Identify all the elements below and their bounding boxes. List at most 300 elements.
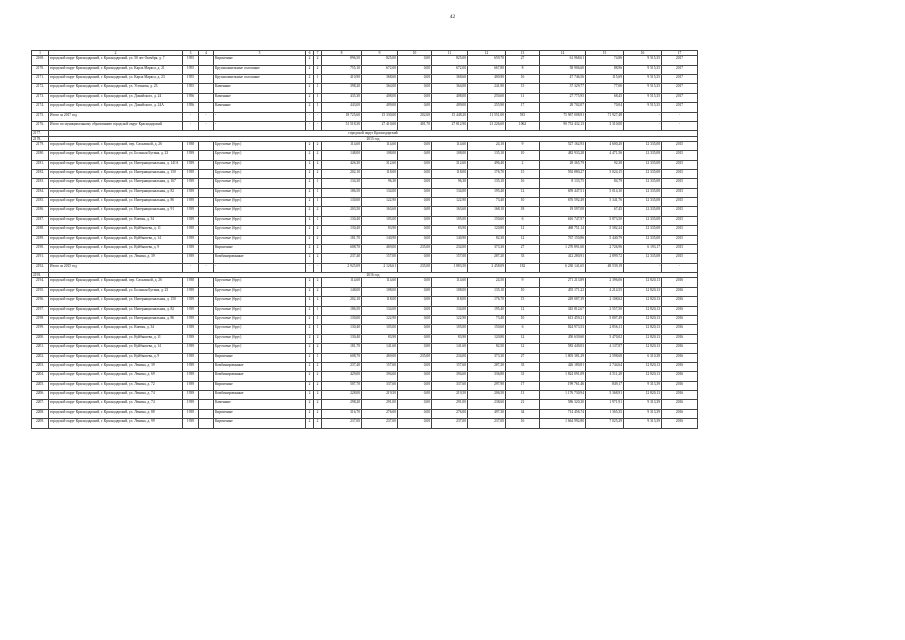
cell-col-1: 2172. [32,84,49,93]
cell-col-10: 0,00 [398,216,432,225]
cell-col-13: 12 [506,226,540,235]
cell-col-14: 412 280,91 [540,254,586,263]
column-number: 2 [49,51,183,56]
cell-col-13: 27 [506,353,540,362]
cell-col-17: 2015 [662,254,698,263]
table-row [32,141,698,150]
cell-col-15: 4 511,20 [586,372,624,381]
cell-col-13: 12 [506,334,540,343]
cell-col-13: 10 [506,287,540,296]
cell-col-8: 237,00 [322,419,362,428]
cell-col-13: 10 [506,151,540,160]
cell-col-4 [199,103,214,112]
cell-col-15: 849,17 [586,381,624,390]
table-row [32,84,698,93]
column-number: 1 [32,51,49,56]
cell-col-14: 613 459,21 [540,315,586,324]
cell-col-5: Брусчатые (брус) [214,325,306,334]
cell-col-5: Комбинированные [214,254,306,263]
cell-col-8: 134,30 [322,179,362,188]
cell-col-10: 0,00 [398,93,432,102]
cell-col-1: 2206. [32,391,49,400]
cell-col-8: 316,70 [322,409,362,418]
cell-col-3: 1939 [183,188,199,197]
cell-col-4 [199,409,214,418]
cell-col-4 [199,287,214,296]
page-number: 42 [449,14,456,20]
cell-col-9: 114,60 [362,141,398,150]
cell-col-7: 1 [314,93,322,102]
cell-col-7: 2 [314,391,322,400]
cell-col-2: городской округ Краснодарский, г. Краснодарский, ул. Интернациональная, д. 86 [49,198,183,207]
cell-col-13: 18 [506,207,540,216]
cell-col-6: 2 [306,198,314,207]
cell-col-1: 2205. [32,381,49,390]
cell-col-12: 135,10 [468,179,506,188]
cell-col-3: 1956 [183,93,199,102]
cell-col-2: городской округ Краснодарский, г. Краснодарский, ул. Киевая, д. 34 [49,216,183,225]
cell-col-12: 373,30 [468,353,506,362]
cell-col-12: 24,10 [468,141,506,150]
cell-col-15: 2 557,50 [586,306,624,315]
cell-col-15: 2 856,11 [586,325,624,334]
cell-col-13: 15 [506,169,540,178]
cell-col-15: 67,45 [586,207,624,216]
cell-col-7: 2 [314,169,322,178]
cell-col-1: 2208. [32,409,49,418]
cell-col-10: 0,00 [398,179,432,188]
cell-col-9: 219,50 [362,391,398,400]
cell-col-5: Каменные [214,93,306,102]
cell-col-12: 336,80 [468,372,506,381]
cell-col-9: 122,90 [362,315,398,324]
cell-col-12: 2 458,09 [468,263,506,272]
cell-col-3: 1939 [183,254,199,263]
cell-col-10: 235,00 [398,353,432,362]
cell-col-12: 73,40 [468,315,506,324]
cell-col-7: 1 [314,198,322,207]
cell-col-13: 16 [506,419,540,428]
cell-col-17: 2016 [662,306,698,315]
cell-col-15: 4 600,20 [586,141,624,150]
cell-col-11: 15 448,20 [432,112,468,121]
cell-col-7: 2 [314,245,322,254]
cell-col-16: 9 515,35 [624,74,662,83]
cell-col-17: 2015 [662,179,698,188]
cell-col-2: Итого по муниципальному образованию городской округ Краснодарский [49,121,183,130]
cell-col-11: 234,00 [432,353,468,362]
cell-col-16: 12 335,08 [624,179,662,188]
cell-col-13: 15 [506,297,540,306]
cell-col-11: 141,60 [432,344,468,353]
cell-col-16: 12 335,08 [624,207,662,216]
cell-col-5: Брусчатые (брус) [214,297,306,306]
cell-col-7: 2 [314,400,322,409]
table-row [32,93,698,102]
cell-col-4 [199,362,214,371]
cell-col-3: 1939 [183,179,199,188]
cell-col-6: 2 [306,400,314,409]
cell-col-16: 6 193,17 [624,245,662,254]
cell-col-1: 2190. [32,245,49,254]
cell-col-15: 92,30 [586,160,624,169]
cell-col-7: 2 [314,56,322,65]
cell-col-5: Кирпичные [214,353,306,362]
cell-col-13: 12 [506,344,540,353]
cell-col-10: 0,00 [398,169,432,178]
cell-col-12: 176,70 [468,297,506,306]
cell-col-6: 2 [306,245,314,254]
cell-col-3: 1939 [183,226,199,235]
cell-col-5: Брусчатые (брус) [214,188,306,197]
cell-col-1: 2184. [32,188,49,197]
cell-col-13: 11 [506,93,540,102]
cell-col-16: 12 820,13 [624,306,662,315]
column-number: 6 [306,51,314,56]
cell-col-2: городской округ Краснодарский, г. Краснодарский, ул. Ленина, д. 39 [49,254,183,263]
cell-col-7: 2 [314,287,322,296]
cell-col-5: Брусчатые (брус) [214,287,306,296]
cell-col-8: 237,40 [322,362,362,371]
cell-col-2: городской округ Краснодарский, г. Краснодарский, ул. Карла Маркса, д. 23 [49,74,183,83]
cell-col-13: 2 [506,160,540,169]
cell-col-2: городской округ Краснодарский, г. Краснодарский, ул. Докийского, д. 24А [49,103,183,112]
cell-col-16: 12 335,08 [624,169,662,178]
cell-col-15: 48 539,19 [586,263,624,272]
cell-col-15: 5 873,50 [586,216,624,225]
cell-col-11: 96,30 [432,179,468,188]
cell-col-3: 1939 [183,334,199,343]
cell-col-12: 237,00 [468,419,506,428]
cell-col-9: 157,60 [362,362,398,371]
cell-col-13: 15 [506,84,540,93]
cell-col-1: 2171. [32,74,49,83]
cell-col-11: 276,00 [432,409,468,418]
cell-col-4 [199,207,214,216]
cell-col-8: 2 925,09 [322,263,362,272]
cell-col-9: 291,00 [362,400,398,409]
cell-col-5: Каменные [214,400,306,409]
cell-col-7: 1 [314,306,322,315]
cell-col-9: 118,00 [362,169,398,178]
table-row [32,160,698,169]
cell-col-15: 2 396,06 [586,278,624,287]
cell-col-7: 2 [314,381,322,390]
cell-col-6: 2 [306,297,314,306]
cell-col-6: 2 [306,141,314,150]
cell-col-6: 2 [306,381,314,390]
cell-col-9: 27 410,60 [362,121,398,130]
cell-col-16: 12 335,08 [624,226,662,235]
cell-col-6: 2 [306,278,314,287]
table-row [32,409,698,418]
cell-col-11: 157,00 [432,254,468,263]
cell-col-7: 1 [314,353,322,362]
table-row [32,419,698,428]
cell-col-15: 5 024,15 [586,169,624,178]
cell-col-15: 88,96 [586,65,624,74]
cell-col-13: 33 [506,362,540,371]
cell-col-15: 1 971,91 [586,400,624,409]
cell-col-10: 0,00 [398,419,432,428]
cell-col-9: 108,00 [362,151,398,160]
cell-col-7: 2 [314,151,322,160]
cell-col-9: 469,00 [362,353,398,362]
cell-col-5: Брусчатые (брус) [214,160,306,169]
cell-col-14: 249 087,39 [540,297,586,306]
cell-col-16: 9 313,39 [624,381,662,390]
cell-col-6: 2 [306,254,314,263]
table-row [32,254,698,263]
cell-col-15: 2 899,72 [586,254,624,263]
cell-col-1: 2187. [32,216,49,225]
cell-col-6: 2 [306,235,314,244]
cell-col-1: 2179. [32,141,49,150]
cell-col-5: Каменные [214,84,306,93]
cell-col-8: 507,70 [322,381,362,390]
cell-col-5: - [214,263,306,272]
cell-col-14: 75 967 008,91 [540,112,586,121]
cell-col-13: 34 [506,409,540,418]
cell-col-17: 2015 [662,216,698,225]
cell-col-10: 0,00 [398,141,432,150]
cell-col-16: 12 335,08 [624,151,662,160]
cell-col-16: 12 335,08 [624,160,662,169]
cell-col-14: 27 775,95 [540,93,586,102]
cell-col-9: 105,00 [362,325,398,334]
cell-col-17: 2016 [662,353,698,362]
cell-col-17: 2016 [662,362,698,371]
cell-col-11: 234,00 [432,245,468,254]
cell-col-17: 2015 [662,198,698,207]
cell-col-2: городской округ Краснодарский, г. Краснодарский, ул. Куйбышева, д. 14 [49,235,183,244]
cell-col-11: 291,00 [432,400,468,409]
cell-col-3: - [183,263,199,272]
cell-col-3: 1939 [183,306,199,315]
cell-col-5: Брусчатые (брус) [214,235,306,244]
cell-col-12: 667,80 [468,65,506,74]
cell-col-8: 114,60 [322,141,362,150]
cell-col-11: 312,60 [432,160,468,169]
cell-col-7: 2 [314,362,322,371]
cell-col-11: 157,60 [432,362,468,371]
cell-col-14: 824 973,53 [540,325,586,334]
cell-col-9: 105,00 [362,216,398,225]
cell-col-14: 8 133,75 [540,179,586,188]
cell-col-16: - [624,263,662,272]
column-number: 9 [362,51,398,56]
cell-col-14: 271 213,89 [540,278,586,287]
cell-col-4 [199,151,214,160]
cell-col-3: 1939 [183,362,199,371]
cell-col-2: Итого за 2015 год [49,263,183,272]
cell-col-14: 6 230 141,65 [540,263,586,272]
cell-col-5: Брусчатые (брус) [214,306,306,315]
cell-col-2: городской округ Краснодарский, г. Краснодарский, ул. Ленина, д. 74 [49,391,183,400]
cell-col-5: Брусчатые (брус) [214,226,306,235]
cell-col-5: Брусчатые (брус) [214,151,306,160]
cell-col-6: 2 [306,391,314,400]
cell-col-8: 410,90 [322,74,362,83]
cell-col-2: городской округ Краснодарский, г. Краснодарский, ул. Куйбышева, д. 9 [49,353,183,362]
cell-col-9: 825,00 [362,56,398,65]
cell-col-16: - [624,112,662,121]
cell-col-4 [199,216,214,225]
cell-col-4 [199,245,214,254]
cell-col-7: 2 [314,160,322,169]
cell-col-16: 9 313,39 [624,419,662,428]
cell-col-17: - [662,112,698,121]
cell-col-15: 5 470,02 [586,334,624,343]
table-row [32,245,698,254]
cell-col-15: 70,04 [586,103,624,112]
cell-col-7: 1 [314,179,322,188]
cell-col-6: 2 [306,334,314,343]
cell-col-1: 2201. [32,344,49,353]
column-number: 14 [540,51,586,56]
cell-col-14: 1 803 381,29 [540,353,586,362]
cell-col-17: 2015 [662,141,698,150]
cell-col-14: 583 449,03 [540,344,586,353]
cell-col-15: 5 341,76 [586,198,624,207]
cell-col-7: - [314,263,322,272]
cell-col-11: 364,00 [432,84,468,93]
table-row [32,400,698,409]
cell-col-16: 12 820,13 [624,278,662,287]
cell-col-14: 659 447,51 [540,188,586,197]
cell-col-8: 186,50 [322,188,362,197]
cell-col-17: 2016 [662,391,698,400]
cell-col-14: 676 592,49 [540,198,586,207]
cell-col-15: 5 007,49 [586,315,624,324]
cell-col-12: 120,80 [468,226,506,235]
cell-col-3: 1939 [183,372,199,381]
cell-col-1: 2203. [32,362,49,371]
table-row [32,216,698,225]
cell-col-10: 0,00 [398,151,432,160]
cell-col-3: 1939 [183,344,199,353]
cell-col-17: 2016 [662,409,698,418]
cell-col-15: 4 137,87 [586,344,624,353]
cell-col-2: городской округ Краснодарский, г. Краснодарский, ул. Интернациональная, д. 167 [49,179,183,188]
cell-col-7: - [314,112,322,121]
cell-col-11: 83,90 [432,334,468,343]
cell-col-4 [199,372,214,381]
column-number: 17 [662,51,698,56]
cell-col-2: городской округ Краснодарский, г. Краснодарский, ул. Большая Бутина, д. 23 [49,287,183,296]
cell-col-1: 2185. [32,198,49,207]
cell-col-15: 2 598,68 [586,353,624,362]
cell-col-10: 0,00 [398,254,432,263]
cell-col-14: 1 176 730,94 [540,391,586,400]
cell-col-7: 2 [314,226,322,235]
cell-col-12: 373,30 [468,245,506,254]
cell-col-15: 3 310,00 [586,121,624,130]
cell-col-13: 16 [506,179,540,188]
table-row [32,56,698,65]
cell-col-4 [199,188,214,197]
table-row [32,103,698,112]
cell-col-13: 27 [506,245,540,254]
cell-col-14: 61 968,61 [540,56,586,65]
cell-col-15: 5 014,10 [586,188,624,197]
cell-col-1: 2207. [32,400,49,409]
cell-col-5: Брусчатые (брус) [214,179,306,188]
cell-col-16: 12 820,13 [624,372,662,381]
cell-col-4 [199,353,214,362]
cell-col-3: 1939 [183,400,199,409]
cell-col-13: 13 [506,391,540,400]
cell-col-3: 1956 [183,103,199,112]
cell-col-13: 10 [506,198,540,207]
cell-col-17: 2015 [662,235,698,244]
cell-col-12: 195,40 [468,306,506,315]
cell-col-6: 2 [306,372,314,381]
cell-col-4 [199,278,214,287]
cell-col-13: 21 [506,400,540,409]
cell-col-10: 0,00 [398,334,432,343]
cell-col-10: 0,00 [398,344,432,353]
column-number: 3 [183,51,199,56]
cell-col-2: городской округ Краснодарский, г. Краснодарский, ул. Интернациональная, д. 91 [49,207,183,216]
cell-col-6: 2 [306,325,314,334]
cell-col-3: 1939 [183,409,199,418]
cell-col-12: 659,70 [468,56,506,65]
table-row [32,315,698,324]
cell-col-16: 12 820,13 [624,334,662,343]
cell-col-5: Каменные [214,103,306,112]
cell-col-13: 17 [506,381,540,390]
cell-col-1: 2173. [32,93,49,102]
cell-col-15: 77,06 [586,84,624,93]
cell-col-12: 287,20 [468,362,506,371]
cell-col-12: 238,60 [468,400,506,409]
cell-col-9: 108,00 [362,287,398,296]
cell-col-2: городской округ Краснодарский, г. Краснодарский, ул. Интернациональная, д. 150 [49,297,183,306]
cell-col-10: 0,00 [398,391,432,400]
cell-col-14: 714 456,74 [540,409,586,418]
cell-col-6: 2 [306,84,314,93]
cell-col-2: городской округ Краснодарский, г. Краснодарский, ул. Куйбышева, д. 11 [49,226,183,235]
cell-col-17: 2017 [662,103,698,112]
table-row [32,287,698,296]
cell-col-11: 83,90 [432,226,468,235]
cell-col-11: 163,60 [432,207,468,216]
cell-col-3: 1939 [183,391,199,400]
cell-col-9: 163,60 [362,207,398,216]
cell-col-9: 237,00 [362,419,398,428]
cell-col-13: 9 [506,278,540,287]
cell-col-6: 2 [306,306,314,315]
section-title: 2016 год [49,273,698,278]
cell-col-11: 118,00 [432,297,468,306]
cell-col-11: 114,60 [432,141,468,150]
cell-col-6: 2 [306,353,314,362]
cell-col-2: городской округ Краснодарский, г. Краснодарский, ул. Докийского, д. 24 [49,93,183,102]
cell-col-7: - [314,121,322,130]
cell-col-1: 2197. [32,306,49,315]
cell-col-10: 0,00 [398,160,432,169]
cell-col-16: 12 820,13 [624,297,662,306]
cell-col-8: 181,70 [322,344,362,353]
table-row [32,391,698,400]
cell-col-14: 592 880,27 [540,169,586,178]
cell-col-14: 468 751,14 [540,226,586,235]
cell-col-14: 426 180,81 [540,362,586,371]
cell-col-3: 1939 [183,287,199,296]
cell-col-15: 2 108,62 [586,297,624,306]
housing-register-table [31,50,698,429]
